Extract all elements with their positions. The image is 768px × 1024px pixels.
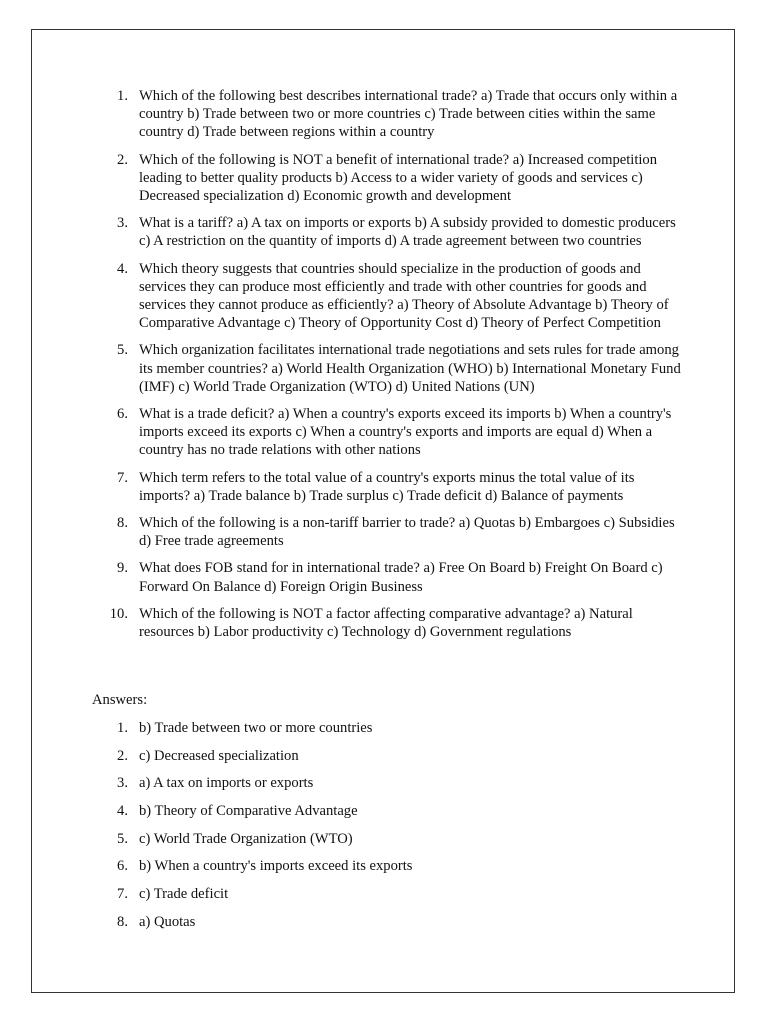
question-item: [92, 405, 682, 460]
question-item: [92, 151, 682, 206]
answer-item: [92, 830, 682, 848]
answer-item: [92, 913, 682, 931]
question-text: What is a trade deficit? a) When a country's exports exceed its imports b) When a country's imports exceed its exports c) When a country's exports and imports are equal d) When a country has no trade relations with other nations: [139, 406, 672, 459]
question-item: [92, 214, 682, 250]
answer-item: [92, 857, 682, 875]
question-list: [92, 87, 682, 650]
question-text: Which of the following is NOT a benefit of international trade? a) Increased competition leading to better quality products b) Access to a wider variety of goods and services c) Decreased specialization d) Economic growth and development: [139, 151, 658, 205]
question-number: 2.: [117, 151, 128, 168]
question-text: Which term refers to the total value of a country's exports minus the total value of its imports? a) Trade balance b) Trade surplus c) Trade deficit d) Balance of payments: [139, 469, 635, 504]
question-item: [92, 514, 682, 550]
answers-heading: Answers:: [92, 692, 148, 708]
answer-text: a) Quotas: [139, 913, 196, 930]
question-number: 7.: [117, 469, 128, 486]
answer-item: [92, 885, 682, 903]
question-item: [92, 341, 682, 396]
question-text: Which theory suggests that countries should specialize in the production of goods and services they can produce most efficiently and trade with other countries for goods and services they cannot produce as efficiently? a) Theory of Absolute Advantage b) Theory of Comparative Advantage c) Theory of Opportunity Cost d) Theory of Perfect Competition: [139, 260, 669, 332]
question-number: 5.: [117, 342, 128, 359]
question-item: [92, 87, 682, 142]
question-number: 6.: [117, 406, 128, 423]
answer-text: b) When a country's imports exceed its exports: [139, 858, 413, 875]
question-number: 1.: [117, 88, 128, 104]
answer-list: [92, 719, 682, 941]
answer-number: 1.: [117, 720, 128, 736]
answer-text: b) Theory of Comparative Advantage: [139, 803, 358, 820]
question-text: Which of the following is NOT a factor affecting comparative advantage? a) Natural resources b) Labor productivity c) Technology d) Government regulations: [139, 605, 633, 641]
question-text: What is a tariff? a) A tax on imports or exports b) A subsidy provided to domestic producers c) A restriction on the quantity of imports d) A trade agreement between two countries: [139, 215, 676, 250]
answer-item: [92, 747, 682, 765]
answer-text: a) A tax on imports or exports: [139, 775, 314, 792]
answer-item: [92, 802, 682, 820]
answer-number: 7.: [117, 886, 128, 903]
question-item: [92, 605, 682, 641]
question-number: 9.: [117, 560, 128, 577]
answer-text: c) World Trade Organization (WTO): [139, 830, 353, 847]
question-text: Which organization facilitates international trade negotiations and sets rules for trade among its member countries? a) World Health Organization (WHO) b) International Monetary Fund (IMF) c) World Trade Organization (WTO) d) United Nations (UN): [139, 342, 681, 395]
question-item: [92, 260, 682, 333]
answer-number: 2.: [117, 747, 128, 764]
answer-number: 3.: [117, 775, 128, 792]
answer-number: 6.: [117, 858, 128, 875]
answer-number: 8.: [117, 913, 128, 930]
question-item: [92, 469, 682, 505]
answer-number: 5.: [117, 830, 128, 847]
question-number: 10.: [109, 605, 128, 622]
answer-text: c) Decreased specialization: [139, 747, 299, 764]
answer-text: b) Trade between two or more countries: [139, 720, 373, 736]
answer-text: c) Trade deficit: [139, 886, 229, 903]
question-number: 4.: [117, 260, 128, 277]
answer-number: 4.: [117, 803, 128, 820]
question-item: [92, 559, 682, 595]
question-text: Which of the following best describes international trade? a) Trade that occurs only within a country b) Trade between two or more countries c) Trade between cities within the same country d) Trade between regions within a country: [139, 88, 678, 141]
question-text: What does FOB stand for in international trade? a) Free On Board b) Freight On Board c) Forward On Balance d) Foreign Origin Business: [139, 560, 663, 595]
question-number: 3.: [117, 215, 128, 232]
question-text: Which of the following is a non-tariff barrier to trade? a) Quotas b) Embargoes c) Subsidies d) Free trade agreements: [139, 515, 675, 550]
answer-item: [92, 719, 682, 737]
question-number: 8.: [117, 515, 128, 532]
answer-item: [92, 774, 682, 792]
